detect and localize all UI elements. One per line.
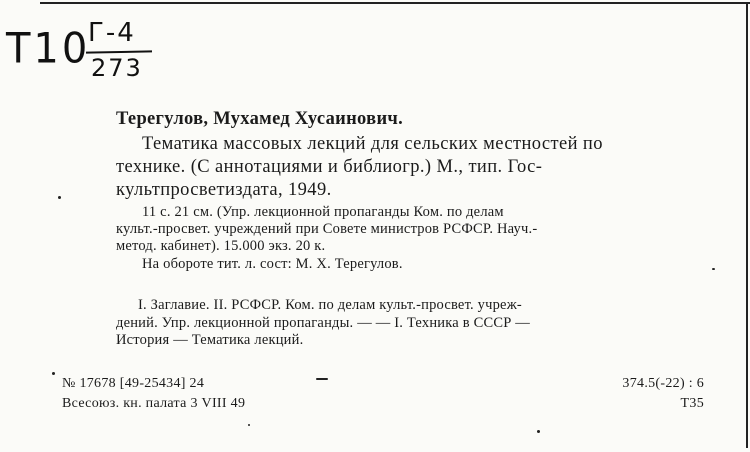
compiler-note: На обороте тит. л. сост: М. Х. Терегулов. (142, 256, 403, 272)
card-top-edge (40, 2, 750, 4)
author-mark: Т35 (680, 396, 704, 411)
classification-index: 374.5(-22) : 6 (622, 376, 704, 391)
handwritten-class-code: T10 (6, 24, 91, 74)
tracing-line: История — Тематика лекций. (116, 332, 304, 348)
author-heading: Терегулов, Мухамед Хусаинович. (116, 109, 404, 129)
ink-speck (52, 372, 55, 375)
card-right-edge (746, 2, 748, 448)
title-line: технике. (С аннотациями и библиогр.) М., тип. Гос- (116, 157, 543, 177)
card-number: № 17678 [49-25434] 24 (62, 376, 205, 391)
collation-line: метод. кабинет). 15.000 экз. 20 к. (116, 238, 326, 254)
handwritten-fraction-bottom: 273 (91, 54, 143, 82)
title-line: культпросветиздата, 1949. (116, 180, 332, 200)
collation-line: 11 с. 21 см. (Упр. лекционной пропаганды Ком. по делам (142, 204, 504, 220)
ink-speck (58, 196, 61, 199)
ink-speck (316, 378, 328, 380)
title-line: Тематика массовых лекций для сельских местностей по (142, 134, 603, 154)
book-chamber-stamp: Всесоюз. кн. палата 3 VIII 49 (62, 396, 246, 411)
handwritten-fraction-top: Г-4 (88, 18, 136, 48)
tracing-line: I. Заглавие. II. РСФСР. Ком. по делам культ.-просвет. учреж- (138, 297, 522, 313)
ink-speck (712, 268, 715, 270)
collation-line: культ.-просвет. учреждений при Совете министров РСФСР. Науч.- (116, 221, 538, 237)
ink-speck (248, 424, 250, 426)
tracing-line: дений. Упр. лекционной пропаганды. — — I. Техника в СССР — (116, 315, 531, 331)
ink-speck (537, 430, 540, 433)
